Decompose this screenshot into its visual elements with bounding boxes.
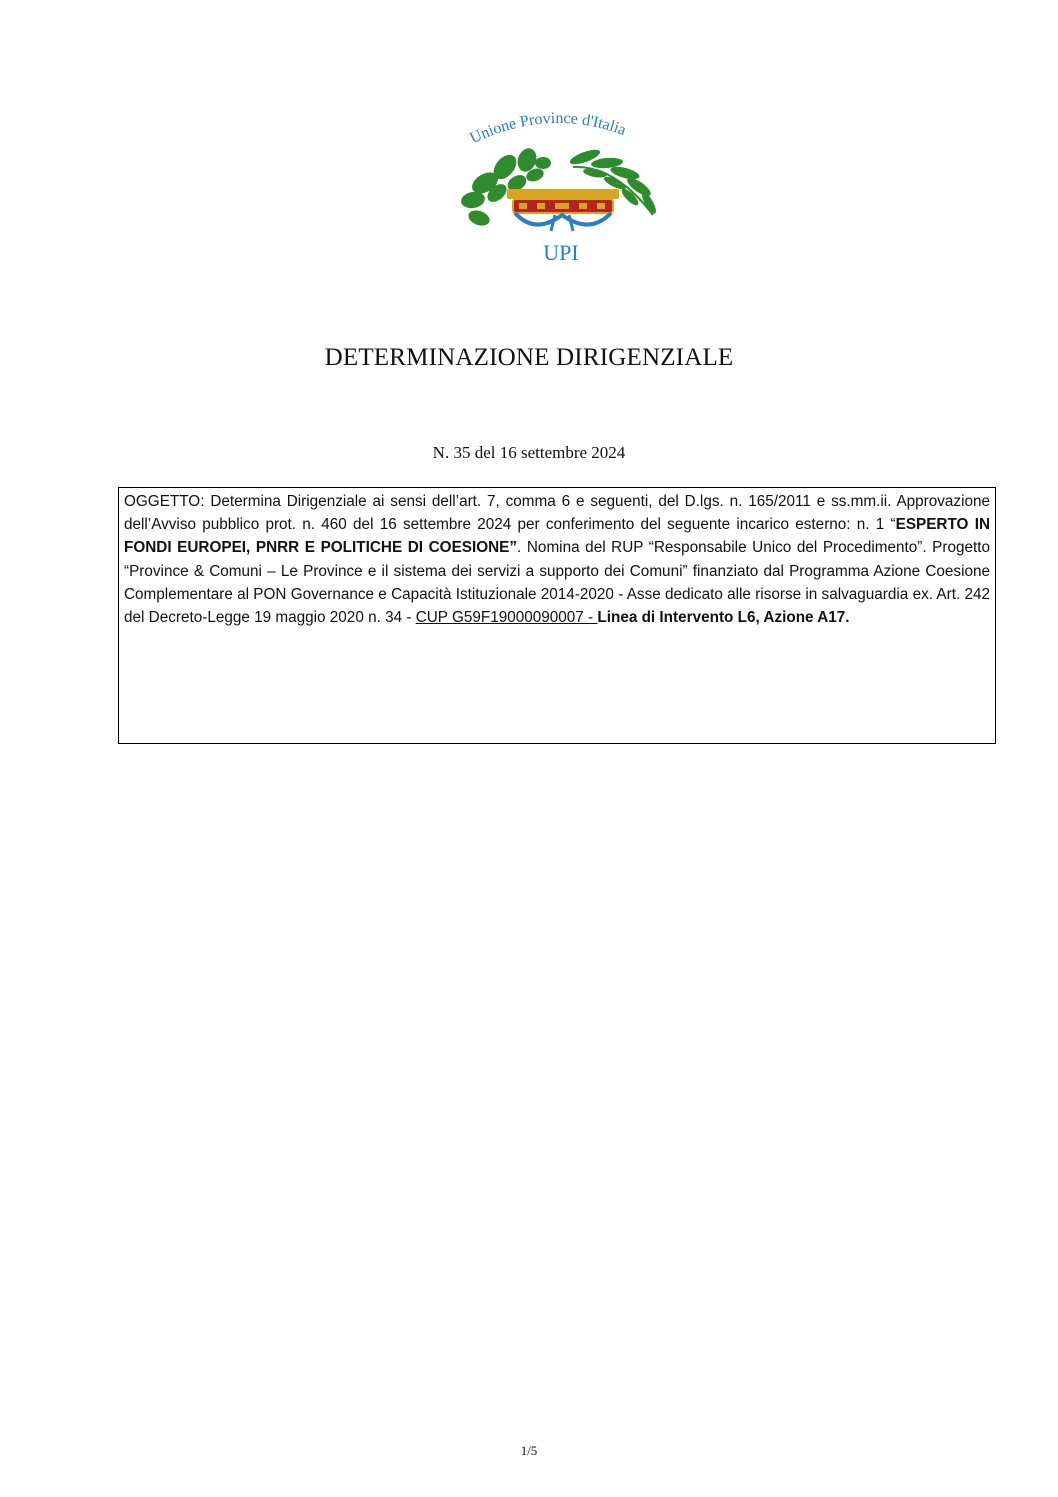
subject-text-part1: OGGETTO: Determina Dirigenziale ai sensi dell’art. 7, comma 6 e seguenti, del D.lgs. n. 165/2011 e ss.mm.ii. Approvazione dell’Avviso pubblico prot. n. 460 del 16 settembre 2024 per conferimento del seguente incarico esterno: n. 1 “ [124,493,990,534]
subject-cup-code: CUP G59F19000090007 - [415,609,598,627]
oak-branch-icon [460,146,551,229]
upi-logo [455,105,670,270]
subject-box [118,487,996,744]
document-number: N. 35 del 16 settembre 2024 [432,443,626,462]
subject-role-title: ESPERTO IN FONDI EUROPEI, PNRR E POLITICHE DI COESIONE” [124,516,990,557]
subject-text-part2: . Nomina del RUP “Responsabile Unico del Procedimento”. Progetto “Province & Comuni – Le Province e il sistema dei servizi a supporto dei Comuni” finanziato dal Programma Azione Coesione Complementare al PON Governance e Capacità Istituzionale 2014-2020 - Asse dedicato alle risorse in salvaguardia ex. Art. 242 del Decreto-Legge 19 maggio 2020 n. 34 - [124,539,990,627]
logo-arc-text: Unione Province d'Italia [467,109,629,148]
document-title: DETERMINAZIONE DIRIGENZIALE [324,344,734,371]
crown-icon [507,189,619,231]
subject-intervention-line: Linea di Intervento L6, Azione A17. [597,609,850,627]
logo-acronym: UPI [543,240,579,265]
page-indicator: 1/5 [520,1443,538,1458]
